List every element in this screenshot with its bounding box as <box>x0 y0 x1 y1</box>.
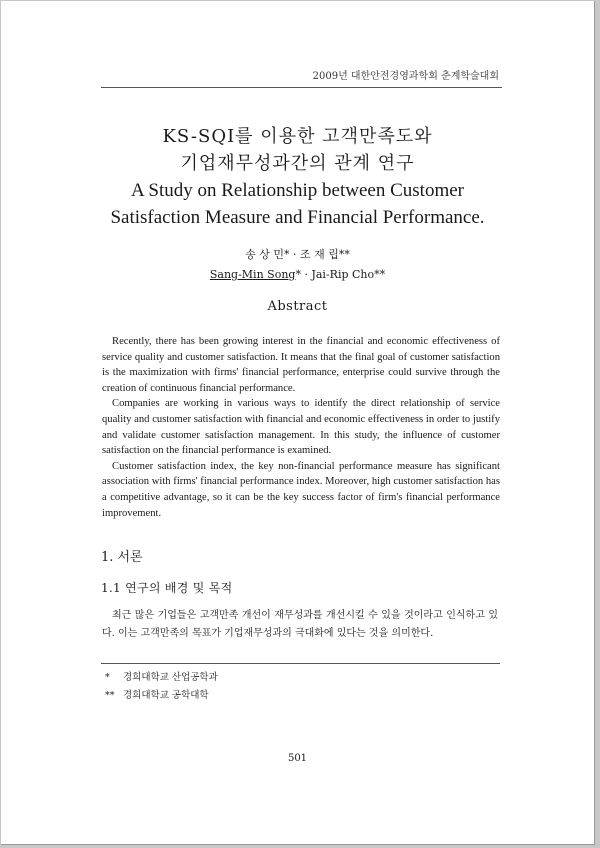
footnote-1 <box>105 669 218 687</box>
subsection-heading: 1.1 연구의 배경 및 목적 <box>101 581 233 595</box>
author-korean-1: 송 상 민 <box>245 248 284 261</box>
footnote-rule <box>101 663 500 664</box>
running-header: 2009년 대한안전경영과학회 춘계학술대회 <box>312 71 499 82</box>
author-separator-korean: · <box>289 248 300 261</box>
authors <box>1 245 594 285</box>
footnote-1-text: 경희대학교 산업공학과 <box>123 672 218 683</box>
title-english-line-2: Satisfaction Measure and Financial Performance. <box>110 207 485 228</box>
footnote-2-text: 경희대학교 공학대학 <box>123 690 209 701</box>
abstract-paragraph-3: Customer satisfaction index, the key non-financial performance measure has significant association with firms' financial performance index. Moreover, high customer satisfaction has a competitive advantage, so it can be the key success factor of firm's financial performance improvement. <box>102 460 500 519</box>
footnote-2 <box>105 687 218 705</box>
title-block <box>1 123 594 231</box>
abstract-paragraph-1: Recently, there has been growing interest in the financial and economic effectiveness of service quality and customer satisfaction. It means that the final goal of customer satisfaction is the maximization with firms' financial performance, enterprise could survive through the creation of continuous financial performance. <box>102 336 500 394</box>
footnotes <box>105 669 218 705</box>
section-heading: 1. 서론 <box>101 550 143 565</box>
authors-english <box>1 265 594 285</box>
body-paragraph: 최근 많은 기업들은 고객만족 개선이 재무성과를 개선시킬 수 있을 것이라고 인식하고 있다. 이는 고객만족의 목표가 기업재무성과의 극대화에 있다는 것을 의미한다. <box>102 610 498 639</box>
author-english-1: Sang-Min Song <box>209 268 296 281</box>
title-english-line-1: A Study on Relationship between Customer <box>130 180 464 201</box>
abstract-paragraph-2: Companies are working in various ways to identify the direct relationship of service quality and customer satisfaction with financial and economic effectiveness in order to justify and validate customer satisfaction management. In this study, the influence of customer satisfaction on the financial performance is examined. <box>102 398 500 457</box>
author-separator-english: · <box>300 268 312 281</box>
header-rule <box>101 87 502 88</box>
author-korean-2: 조 재 립 <box>300 248 339 261</box>
footnote-1-mark: * <box>105 672 110 683</box>
title-korean-line-2: 기업재무성과간의 관계 연구 <box>180 153 415 174</box>
page-number: 501 <box>287 753 308 764</box>
author-english-2-mark: ** <box>374 268 386 281</box>
body-text <box>102 607 498 643</box>
author-korean-2-mark: ** <box>338 248 350 261</box>
author-english-1-mark: * <box>295 268 301 281</box>
title-korean-line-1: KS-SQI를 이용한 고객만족도와 <box>162 126 433 147</box>
abstract-body <box>102 334 500 521</box>
paper-page <box>1 1 595 845</box>
abstract-heading: Abstract <box>267 299 328 314</box>
author-korean-1-mark: * <box>284 248 290 261</box>
footnote-2-mark: ** <box>105 690 115 701</box>
author-english-2: Jai-Rip Cho <box>311 268 375 281</box>
authors-korean <box>1 245 594 265</box>
